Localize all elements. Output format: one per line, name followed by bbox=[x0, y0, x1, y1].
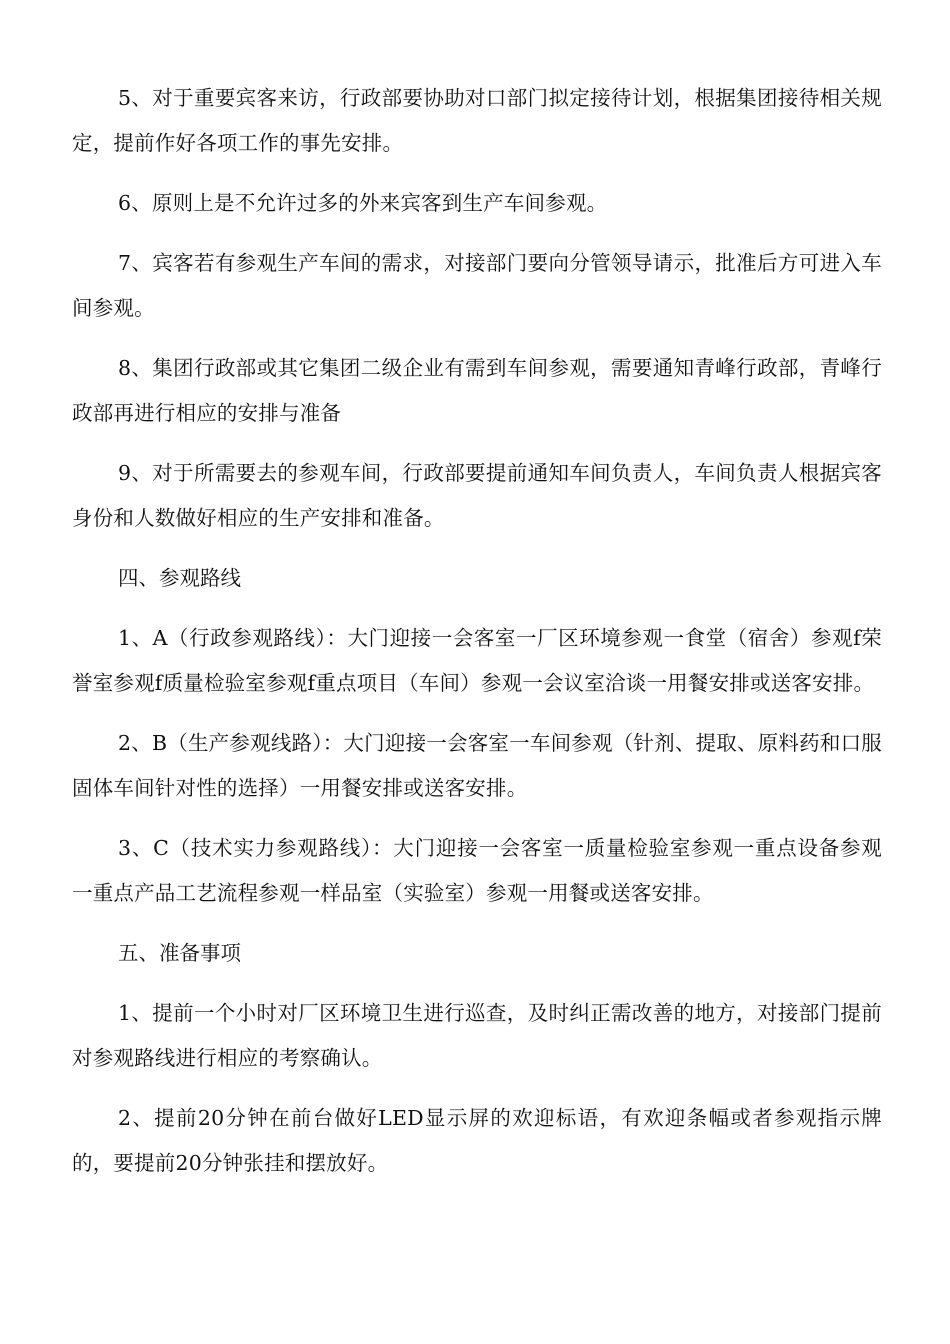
route-item-b: 2、B（生产参观线路）：大门迎接一会客室一车间参观（针剂、提取、原料药和口服固体车间针对性的选择）一用餐安排或送客安排。 bbox=[72, 731, 882, 800]
section-heading-preparation: 五、准备事项 bbox=[118, 941, 241, 965]
document-page bbox=[72, 76, 882, 1201]
preparation-item-2: 2、提前20分钟在前台做好LED显示屏的欢迎标语，有欢迎条幅或者参观指示牌的，要提前20分钟张挂和摆放好。 bbox=[72, 1106, 882, 1175]
preparation-item-1: 1、提前一个小时对厂区环境卫生进行巡查，及时纠正需改善的地方，对接部门提前对参观路线进行相应的考察确认。 bbox=[72, 1001, 882, 1070]
paragraph-item-9: 9、对于所需要去的参观车间，行政部要提前通知车间负责人，车间负责人根据宾客身份和人数做好相应的生产安排和准备。 bbox=[72, 461, 882, 530]
route-item-a: 1、A（行政参观路线）：大门迎接一会客室一厂区环境参观一食堂（宿舍）参观f荣誉室参观f质量检验室参观f重点项目（车间）参观一会议室洽谈一用餐安排或送客安排。 bbox=[72, 626, 882, 695]
paragraph-item-5: 5、对于重要宾客来访，行政部要协助对口部门拟定接待计划，根据集团接待相关规定，提前作好各项工作的事先安排。 bbox=[72, 86, 882, 155]
paragraph-item-6: 6、原则上是不允许过多的外来宾客到生产车间参观。 bbox=[118, 191, 608, 215]
route-item-c: 3、C（技术实力参观路线）：大门迎接一会客室一质量检验室参观一重点设备参观一重点产品工艺流程参观一样品室（实验室）参观一用餐或送客安排。 bbox=[72, 836, 882, 905]
paragraph-item-7: 7、宾客若有参观生产车间的需求，对接部门要向分管领导请示，批准后方可进入车间参观。 bbox=[72, 251, 882, 320]
paragraph-item-8: 8、集团行政部或其它集团二级企业有需到车间参观，需要通知青峰行政部，青峰行政部再进行相应的安排与准备 bbox=[72, 356, 882, 425]
section-heading-routes: 四、参观路线 bbox=[118, 566, 241, 590]
